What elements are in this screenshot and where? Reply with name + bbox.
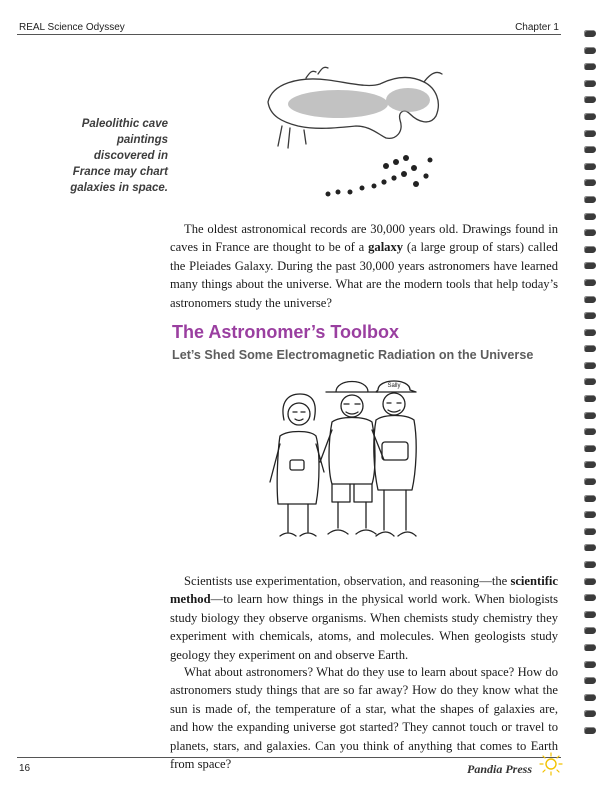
- publisher-name: Pandia Press: [467, 762, 533, 776]
- spiral-coil: [584, 30, 596, 37]
- spiral-coil: [584, 461, 596, 468]
- spiral-coil: [584, 229, 596, 236]
- intro-text: The oldest astronomical records are 30,000 years old. Drawings found in caves in France are thought to be of a: [170, 222, 558, 255]
- astronomers-text: What about astronomers? What do they use to learn about space? How do astronomers study things that are so far away? How do they know what the sun is made of, the temperature of a star, what the shapes of galaxies are, and how the expanding universe got started? They cannot touch or travel to planets, stars, and galaxies. Can you think of anything that comes to Earth from space?: [170, 665, 558, 772]
- spiral-coil: [584, 511, 596, 518]
- spiral-coil: [584, 262, 596, 269]
- spiral-coil: [584, 661, 596, 668]
- book-title: REAL Science Odyssey: [19, 22, 125, 33]
- spiral-coil: [584, 345, 596, 352]
- method-text: Scientists use experimentation, observation, and reasoning—the: [184, 574, 511, 588]
- spiral-coil: [584, 445, 596, 452]
- spiral-coil: [584, 163, 596, 170]
- page-number: 16: [19, 763, 31, 774]
- spiral-coil: [584, 495, 596, 502]
- spiral-coil: [584, 528, 596, 535]
- method-text-continued: —to learn how things in the physical world work. When biologists study biology they observe organisms. When chemists study chemistry they experiment with chemicals, atoms, and molecules. When geologists study geology they experiment on and observe Earth.: [170, 592, 558, 662]
- chapter-label: Chapter 1: [515, 22, 559, 33]
- sun-logo-icon: [538, 751, 564, 777]
- astronomers-cartoon-icon: [266, 372, 428, 548]
- spiral-coil: [584, 594, 596, 601]
- intro-text-continued: (a large group of stars) called the Pleiades Galaxy. During the past 30,000 years astronomers have learned many things about the universe. What are the modern tools that help today’s astronomers study the universe?: [170, 240, 558, 310]
- section-subtitle: Let’s Shed Some Electromagnetic Radiation on the Universe: [172, 348, 534, 362]
- spiral-coil: [584, 47, 596, 54]
- spiral-coil: [584, 196, 596, 203]
- spiral-coil: [584, 279, 596, 286]
- spiral-coil: [584, 329, 596, 336]
- spiral-coil: [584, 80, 596, 87]
- spiral-coil: [584, 578, 596, 585]
- spiral-coil: [584, 296, 596, 303]
- spiral-coil: [584, 627, 596, 634]
- spiral-coil: [584, 727, 596, 734]
- spiral-coil: [584, 395, 596, 402]
- spiral-coil: [584, 428, 596, 435]
- spiral-coil: [584, 362, 596, 369]
- cave-painting-icon: [258, 64, 448, 209]
- spiral-binding-icon: [584, 30, 598, 744]
- section-title: The Astronomer’s Toolbox: [172, 322, 400, 342]
- spiral-coil: [584, 694, 596, 701]
- spiral-coil: [584, 478, 596, 485]
- spiral-coil: [584, 179, 596, 186]
- spiral-coil: [584, 146, 596, 153]
- spiral-coil: [584, 710, 596, 717]
- spiral-coil: [584, 611, 596, 618]
- footer-rule: [17, 757, 561, 758]
- spiral-coil: [584, 113, 596, 120]
- figure-caption: Paleolithic cave paintings discovered in France may chart galaxies in space.: [70, 118, 168, 194]
- spiral-coil: [584, 312, 596, 319]
- spiral-coil: [584, 213, 596, 220]
- galaxy-term: galaxy: [368, 240, 404, 255]
- spiral-coil: [584, 378, 596, 385]
- spiral-coil: [584, 544, 596, 551]
- scientific-method-term: scientific method: [170, 574, 558, 607]
- scientific-method-paragraph: [170, 572, 558, 664]
- spiral-coil: [584, 130, 596, 137]
- hat-label: Sally: [387, 383, 401, 389]
- spiral-coil: [584, 412, 596, 419]
- header-rule: [17, 34, 561, 35]
- spiral-coil: [584, 644, 596, 651]
- spiral-coil: [584, 96, 596, 103]
- spiral-coil: [584, 677, 596, 684]
- intro-paragraph: [170, 220, 558, 312]
- spiral-coil: [584, 561, 596, 568]
- spiral-coil: [584, 246, 596, 253]
- spiral-coil: [584, 63, 596, 70]
